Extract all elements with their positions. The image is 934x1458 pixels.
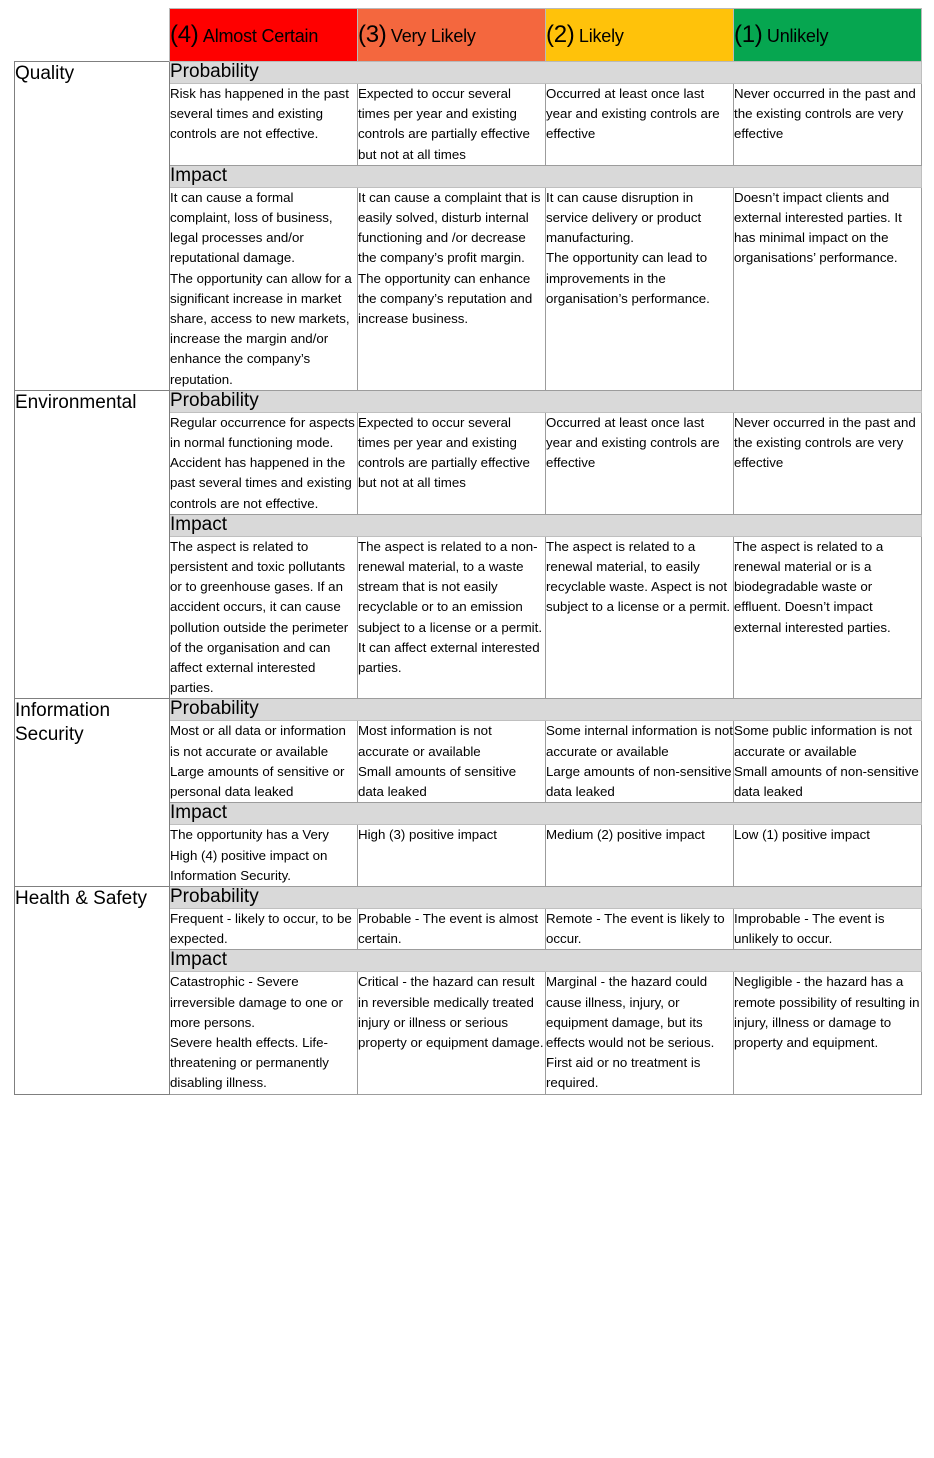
impact-cell-information-security-1: Low (1) positive impact — [734, 825, 922, 887]
section-band-probability-quality: Probability — [170, 62, 922, 84]
impact-cell-quality-1: Doesn’t impact clients and external interested parties. It has minimal impact on the organisations’ performance. — [734, 187, 922, 390]
category-block-environmental — [15, 390, 922, 412]
section-band-probability-health-safety: Probability — [170, 886, 922, 908]
section-band-impact-health-safety: Impact — [170, 950, 922, 972]
impact-cell-quality-2: It can cause disruption in service delivery or product manufacturing. The opportunity can lead to improvements in the organisation’s performance. — [546, 187, 734, 390]
section-band-probability-environmental: Probability — [170, 390, 922, 412]
probability-cell-health-safety-1: Improbable - The event is unlikely to occur. — [734, 908, 922, 949]
category-label-health-safety: Health & Safety — [15, 886, 170, 1094]
impact-cell-health-safety-2: Marginal - the hazard could cause illness, injury, or equipment damage, but its effects would not be serious. First aid or no treatment is required. — [546, 972, 734, 1094]
probability-cell-information-security-3: Most information is not accurate or available Small amounts of sensitive data leaked — [358, 721, 546, 803]
probability-cell-information-security-1: Some public information is not accurate or available Small amounts of non-sensitive data leaked — [734, 721, 922, 803]
probability-cell-health-safety-3: Probable - The event is almost certain. — [358, 908, 546, 949]
probability-cell-environmental-3: Expected to occur several times per year and existing controls are partially effective but not at all times — [358, 412, 546, 514]
likelihood-header-4 — [170, 9, 358, 62]
likelihood-label: Unlikely — [766, 26, 829, 46]
likelihood-number: (1) — [734, 21, 763, 48]
likelihood-number: (4) — [170, 21, 199, 48]
likelihood-header-row — [15, 9, 922, 62]
probability-cell-quality-1: Never occurred in the past and the existing controls are very effective — [734, 84, 922, 166]
impact-cell-quality-4: It can cause a formal complaint, loss of business, legal processes and/or reputational damage. The opportunity can allow for a significant increase in market share, access to new markets, increase the margin and/or enhance the company’s reputation. — [170, 187, 358, 390]
probability-cell-environmental-4: Regular occurrence for aspects in normal functioning mode. Accident has happened in the past several times and existing controls are not effective. — [170, 412, 358, 514]
likelihood-header-1 — [734, 9, 922, 62]
likelihood-label: Almost Certain — [202, 26, 319, 46]
category-block-information-security — [15, 699, 922, 721]
section-band-impact-quality: Impact — [170, 165, 922, 187]
category-block-health-safety — [15, 886, 922, 908]
risk-matrix-table — [14, 8, 922, 1095]
section-band-impact-information-security: Impact — [170, 803, 922, 825]
impact-cell-information-security-4: The opportunity has a Very High (4) positive impact on Information Security. — [170, 825, 358, 887]
impact-cell-information-security-2: Medium (2) positive impact — [546, 825, 734, 887]
impact-cell-health-safety-1: Negligible - the hazard has a remote possibility of resulting in injury, illness or damage to property and equipment. — [734, 972, 922, 1094]
likelihood-label: Likely — [578, 26, 624, 46]
probability-cell-quality-3: Expected to occur several times per year and existing controls are partially effective but not at all times — [358, 84, 546, 166]
likelihood-number: (3) — [358, 21, 387, 48]
impact-cell-quality-3: It can cause a complaint that is easily solved, disturb internal functioning and /or decrease the company’s profit margin. The opportunity can enhance the company’s reputation and increase business. — [358, 187, 546, 390]
likelihood-header-3 — [358, 9, 546, 62]
probability-cell-information-security-4: Most or all data or information is not accurate or available Large amounts of sensitive or personal data leaked — [170, 721, 358, 803]
impact-cell-environmental-2: The aspect is related to a renewal material, to easily recyclable waste. Aspect is not subject to a license or a permit. — [546, 536, 734, 699]
probability-cell-information-security-2: Some internal information is not accurate or available Large amounts of non-sensitive data leaked — [546, 721, 734, 803]
impact-cell-environmental-3: The aspect is related to a non-renewal material, to a waste stream that is not easily recyclable or to an emission subject to a license or a permit. It can affect external interested parties. — [358, 536, 546, 699]
likelihood-header-2 — [546, 9, 734, 62]
probability-cell-health-safety-4: Frequent - likely to occur, to be expected. — [170, 908, 358, 949]
impact-cell-environmental-1: The aspect is related to a renewal material or is a biodegradable waste or effluent. Doesn’t impact external interested parties. — [734, 536, 922, 699]
category-block-quality — [15, 62, 922, 84]
category-label-quality: Quality — [15, 62, 170, 391]
section-band-impact-environmental: Impact — [170, 514, 922, 536]
probability-cell-quality-2: Occurred at least once last year and existing controls are effective — [546, 84, 734, 166]
category-label-information-security: Information Security — [15, 699, 170, 886]
probability-cell-health-safety-2: Remote - The event is likely to occur. — [546, 908, 734, 949]
category-label-environmental: Environmental — [15, 390, 170, 699]
probability-cell-environmental-1: Never occurred in the past and the existing controls are very effective — [734, 412, 922, 514]
impact-cell-environmental-4: The aspect is related to persistent and toxic pollutants or to greenhouse gases. If an accident occurs, it can cause pollution outside the perimeter of the organisation and can affect external interested parties. — [170, 536, 358, 699]
impact-cell-health-safety-4: Catastrophic - Severe irreversible damage to one or more persons. Severe health effects. Life-threatening or permanently disabling illness. — [170, 972, 358, 1094]
probability-cell-environmental-2: Occurred at least once last year and existing controls are effective — [546, 412, 734, 514]
corner-blank-cell — [15, 9, 170, 62]
section-band-probability-information-security: Probability — [170, 699, 922, 721]
likelihood-label: Very Likely — [390, 26, 476, 46]
probability-cell-quality-4: Risk has happened in the past several times and existing controls are not effective. — [170, 84, 358, 166]
impact-cell-health-safety-3: Critical - the hazard can result in reversible medically treated injury or illness or serious property or equipment damage. — [358, 972, 546, 1094]
impact-cell-information-security-3: High (3) positive impact — [358, 825, 546, 887]
likelihood-number: (2) — [546, 21, 575, 48]
